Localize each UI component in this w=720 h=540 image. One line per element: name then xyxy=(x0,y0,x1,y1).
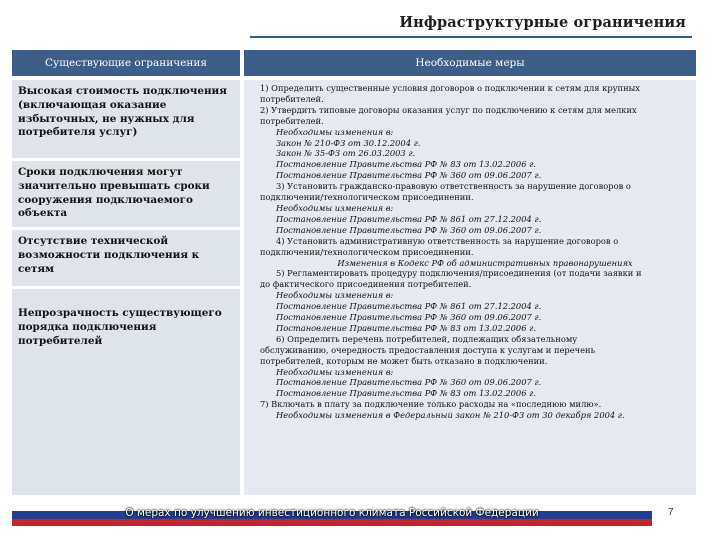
measure-line: Постановление Правительства РФ № 360 от 09.06.2007 г. xyxy=(276,170,542,181)
measures-cell xyxy=(244,80,696,495)
measure-line: Необходимы изменения в: xyxy=(276,202,394,213)
header-required-measures: Необходимые меры xyxy=(244,50,696,76)
constraint-cell-non-transparency: Непрозрачность существующего порядка подключения потребителей xyxy=(12,289,240,495)
constraint-cell-no-technical-possibility: Отсутствие технической возможности подключения к сетям xyxy=(12,230,240,286)
measure-line: 3) Установить гражданско-правовую ответственность за нарушение договоров о xyxy=(276,181,631,192)
flag-stripe-red xyxy=(12,519,652,526)
measure-line: обслуживанию, очередность предоставления доступа к услугам и перечень xyxy=(260,344,596,355)
measure-line: Изменения в Кодекс РФ об административных правонарушениях xyxy=(337,257,633,268)
footer-text: О мерах по улучшению инвестиционного климата Российской Федерации xyxy=(125,507,539,519)
measure-line: подключении/технологическом присоединении. xyxy=(260,246,474,257)
measure-line: Постановление Правительства РФ № 83 от 13.02.2006 г. xyxy=(276,322,536,333)
measure-line: потребителей. xyxy=(260,93,324,104)
measure-line: потребителей. xyxy=(260,115,324,126)
measure-line: Необходимы изменения в: xyxy=(276,126,394,137)
measure-line: Постановление Правительства РФ № 83 от 13.02.2006 г. xyxy=(276,159,536,170)
measure-line: Необходимы изменения в: xyxy=(276,290,394,301)
measure-line: 6) Определить перечень потребителей, подлежащих обязательному xyxy=(276,333,578,344)
measure-line: 4) Установить административную ответственность за нарушение договоров о xyxy=(276,235,619,246)
measure-line: до фактического присоединения потребителей. xyxy=(260,279,472,290)
constraint-cell-long-terms: Сроки подключения могут значительно превышать сроки сооружения подключаемого объекта xyxy=(12,161,240,227)
measure-line: Необходимы изменения в Федеральный закон № 210-ФЗ от 30 декабря 2004 г. xyxy=(276,410,625,421)
measure-line: Необходимы изменения в: xyxy=(276,366,394,377)
measure-line: подключении/технологическом присоединении. xyxy=(260,192,474,203)
measure-line: Постановление Правительства РФ № 360 от 09.06.2007 г. xyxy=(276,224,542,235)
header-existing-constraints: Существующие ограничения xyxy=(12,50,240,76)
constraint-cell-high-cost: Высокая стоимость подключения (включающая оказание избыточных, не нужных для потребителя услуг) xyxy=(12,80,240,158)
measure-line: 2) Утвердить типовые договоры оказания услуг по подключению к сетям для мелких xyxy=(260,104,637,115)
measure-line: потребителей, которым не может быть отказано в подключении. xyxy=(260,355,548,366)
page-number: 7 xyxy=(668,507,674,518)
measure-line: 1) Определить существенные условия договоров о подключении к сетям для крупных xyxy=(260,83,640,93)
measure-line: Постановление Правительства РФ № 360 от 09.06.2007 г. xyxy=(276,377,542,388)
footer-flag-bar xyxy=(12,504,652,526)
title-underline xyxy=(250,36,692,38)
measure-line: Постановление Правительства РФ № 360 от 09.06.2007 г. xyxy=(276,312,542,323)
measure-line: Постановление Правительства РФ № 83 от 13.02.2006 г. xyxy=(276,388,536,399)
measure-line: 7) Включать в плату за подключение только расходы на «последнюю милю». xyxy=(260,399,602,410)
measure-line: Постановление Правительства РФ № 861 от 27.12.2004 г. xyxy=(276,213,542,224)
measure-line: Закон № 210-ФЗ от 30.12.2004 г. xyxy=(276,137,421,148)
measure-line: Закон № 35-ФЗ от 26.03.2003 г. xyxy=(276,148,416,159)
measure-line: 5) Регламентировать процедуру подключения/присоединения (от подачи заявки и xyxy=(276,268,642,279)
measure-line: Постановление Правительства РФ № 861 от 27.12.2004 г. xyxy=(276,301,542,312)
page-title: Инфраструктурные ограничения xyxy=(399,14,686,31)
